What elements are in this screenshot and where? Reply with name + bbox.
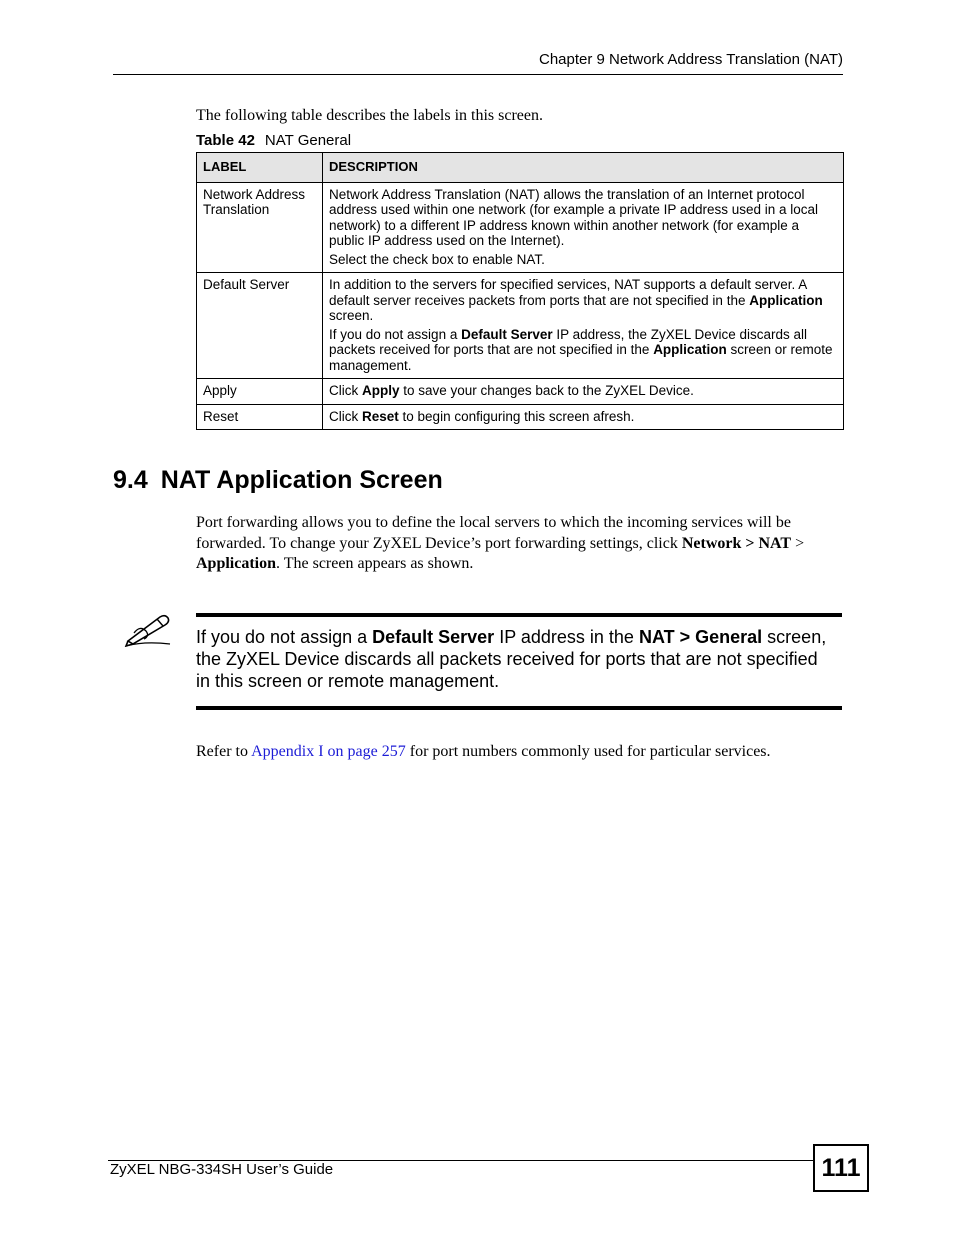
guide-title: ZyXEL NBG-334SH User’s Guide	[110, 1161, 334, 1178]
table-number: Table 42	[196, 132, 255, 149]
row-description	[323, 273, 844, 379]
table-row	[197, 379, 844, 405]
note-bottom-rule	[196, 706, 842, 710]
table-header-row	[197, 153, 844, 183]
table-title: NAT General	[264, 132, 352, 149]
description-paragraph: In addition to the servers for specified services, NAT supports a default server. A default server receives packets from ports that are not specified in the Application screen.	[329, 277, 823, 323]
refer-paragraph: Refer to Appendix I on page 257 for port numbers commonly used for particular services.	[196, 743, 771, 760]
row-label: Apply	[197, 379, 323, 405]
section-title: NAT Application Screen	[160, 466, 443, 494]
row-description: Click Reset to begin configuring this screen afresh.	[323, 404, 844, 430]
description-paragraph: If you do not assign a Default Server IP address, the ZyXEL Device discards all packets received for ports that are not specified in the Application screen or remote management.	[329, 326, 833, 373]
row-label: Reset	[197, 404, 323, 430]
nat-general-table	[196, 152, 844, 430]
table-row	[197, 404, 844, 430]
row-label: Default Server	[197, 273, 323, 379]
note-text: If you do not assign a Default Server IP address in the NAT > General screen, the ZyXEL Device discards all packets received for ports that are not specified in this screen or remote management.	[196, 627, 827, 691]
column-header-label: LABEL	[197, 153, 323, 183]
section-heading	[113, 466, 443, 495]
section-paragraph: Port forwarding allows you to define the local servers to which the incoming services will be forwarded. To change your ZyXEL Device’s port forwarding settings, click Network > NAT > Application. The screen appears as shown.	[196, 514, 805, 572]
chapter-title: Chapter 9 Network Address Translation (NAT)	[538, 51, 843, 68]
description-paragraph: Select the check box to enable NAT.	[329, 251, 545, 267]
row-description	[323, 182, 844, 273]
note-pencil-icon	[124, 611, 174, 647]
appendix-link[interactable]: Appendix I on page 257	[251, 743, 406, 760]
column-header-description: DESCRIPTION	[323, 153, 844, 183]
table-row	[197, 182, 844, 273]
section-number: 9.4	[113, 466, 148, 494]
note-top-rule	[196, 613, 842, 617]
table-caption	[196, 132, 351, 149]
table-row	[197, 273, 844, 379]
description-paragraph: Network Address Translation (NAT) allows the translation of an Internet protocol address used within one network (for example a private IP address used in a local network) to a different IP address known within another network (for example a public IP address used on the Internet).	[329, 186, 819, 248]
page-number: 111	[813, 1144, 869, 1192]
intro-text: The following table describes the labels in this screen.	[196, 107, 544, 124]
row-description: Click Apply to save your changes back to the ZyXEL Device.	[323, 379, 844, 405]
row-label: Network Address Translation	[197, 182, 323, 273]
running-header	[113, 51, 843, 75]
